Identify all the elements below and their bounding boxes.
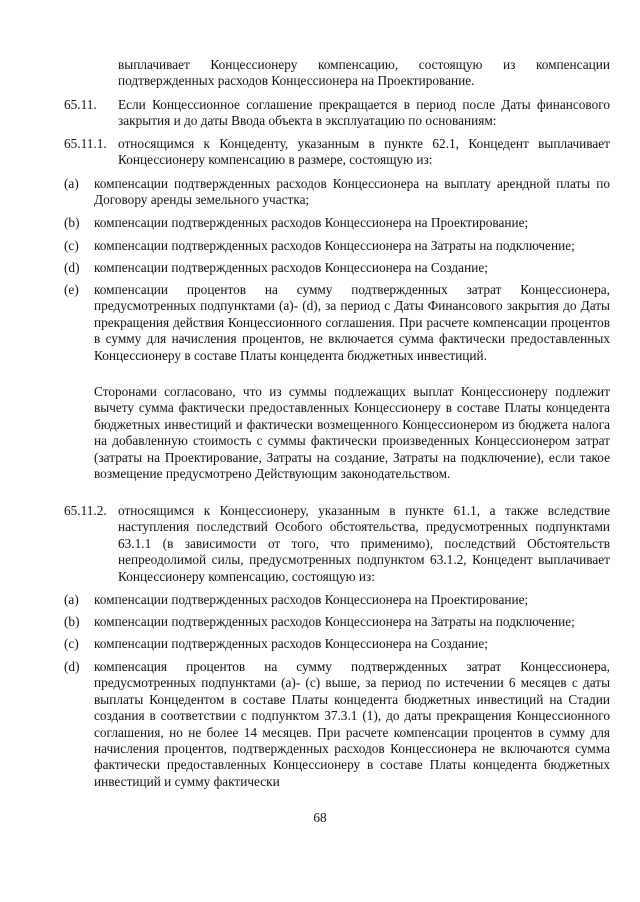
list-marker: (d) — [64, 659, 80, 674]
subclause-text: относящимся к Концеденту, указанным в пункте 62.1, Концедент выплачивает Концессионеру компенсацию в размере, состоящую из: — [118, 136, 610, 168]
list-item-text: компенсации подтвержденных расходов Концессионера на Проектирование; — [94, 215, 529, 230]
list-item-text: компенсации подтвержденных расходов Концессионера на выплату арендной платы по Договору аренды земельного участка; — [94, 176, 610, 208]
list-marker: (c) — [64, 636, 79, 651]
list-marker: (b) — [64, 215, 80, 230]
list-item-text: компенсации подтвержденных расходов Концессионера на Затраты на подключение; — [94, 614, 575, 629]
list-item-text: компенсация процентов на сумму подтвержденных затрат Концессионера, предусмотренных подпунктами (a)- (c) выше, за период по истечении 6 месяцев с даты выплаты Концедентом в составе Платы концедента бюджетных инвестиций на Стадии создания в соответствии с подпунктом 37.3.1 (1), до даты прекращения Концессионного соглашения, но не более 14 месяцев. При расчете компенсации процентов в сумму для начисления процентов, подтвержденных расходов Концессионера не включаются сумма фактически предоставленных Концессионеру в составе Платы концедента бюджетных инвестиций и сумму фактически — [94, 659, 610, 789]
list-item-text: компенсации подтвержденных расходов Концессионера на Создание; — [94, 636, 488, 651]
list-marker: (a) — [64, 176, 79, 191]
list-item-text: компенсации подтвержденных расходов Концессионера на Затраты на подключение; — [94, 238, 575, 253]
note-paragraph: Сторонами согласовано, что из суммы подлежащих выплат Концессионеру подлежит вычету сумма фактически предоставленных Концессионеру в составе Платы концедента бюджетных инвестиций и фактически возмещенного Концессионером из бюджета налога на добавленную стоимость с суммы фактически произведенных Концессионером затрат (затраты на Проектирование, Затраты на создание, Затраты на подключение), если такое возмещение предусмотрено Действующим законодательством. — [94, 384, 610, 482]
intro-paragraph: выплачивает Концессионеру компенсацию, состоящую из компенсации подтвержденных расходов Концессионера на Проектирование. — [118, 57, 610, 89]
page-number: 68 — [313, 810, 327, 825]
subclause-number: 65.11.1. — [64, 136, 107, 151]
list-marker: (c) — [64, 238, 79, 253]
list-item-text: компенсации подтвержденных расходов Концессионера на Проектирование; — [94, 592, 529, 607]
list-marker: (b) — [64, 614, 80, 629]
list-marker: (e) — [64, 282, 79, 297]
subclause-number: 65.11.2. — [64, 503, 107, 518]
list-item-text: компенсации подтвержденных расходов Концессионера на Создание; — [94, 260, 488, 275]
clause-number: 65.11. — [64, 97, 97, 112]
list-item-text: компенсации процентов на сумму подтвержденных затрат Концессионера, предусмотренных подпунктами (a)- (d), за период с Даты Финансового закрытия до Даты прекращения действия Концессионного соглашения. При расчете компенсации процентов в сумму для начисления процентов, не включается сумма фактически предоставленных Концессионеру в составе Платы концедента бюджетных инвестиций. — [94, 282, 610, 363]
list-marker: (a) — [64, 592, 79, 607]
subclause-text: относящимся к Концессионеру, указанным в пункте 61.1, а также вследствие наступления последствий Особого обстоятельства, предусмотренных подпунктами 63.1.1 (в зависимости от того, что применимо), последствий Обстоятельств непреодолимой силы, предусмотренных подпунктом 63.1.2, Концедент выплачивает Концессионеру компенсацию, состоящую из: — [118, 503, 610, 584]
list-marker: (d) — [64, 260, 80, 275]
clause-text: Если Концессионное соглашение прекращается в период после Даты финансового закрытия и до даты Ввода объекта в эксплуатацию по основаниям: — [118, 97, 610, 129]
